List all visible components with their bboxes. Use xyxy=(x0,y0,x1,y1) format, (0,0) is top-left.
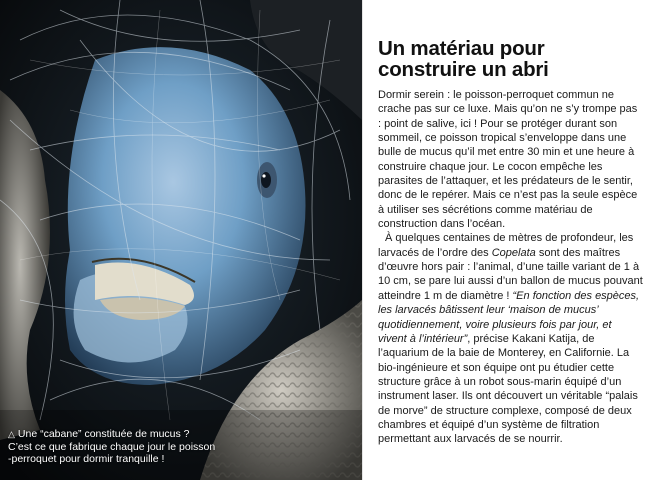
article xyxy=(378,38,643,447)
paragraph-1: Dormir serein : le poisson-perroquet commun ne crache pas sur ce luxe. Mais qu’on ne s’y trompe pas : point de salive, ici ! Pour se protéger durant son sommeil, ce poisson tropical s’enveloppe dans une bulle de mucus qu’il met entre 30 min et une heure à construire chaque jour. Le cocon empêche les parasites de l’attaquer, et les prédateurs de le sentir, donc de le repérer. Mais ce n’est pas la seule espèce à utiliser ses sécrétions comme matériau de construction dans l’océan. xyxy=(378,89,638,231)
caption-line-3: -perroquet pour dormir tranquille ! xyxy=(8,453,165,465)
triangle-outline-icon: △ xyxy=(8,429,15,439)
headline-line-2: construire un abri xyxy=(378,58,549,81)
caption-line-2: C’est ce que fabrique chaque jour le poisson xyxy=(8,440,216,453)
article-headline xyxy=(378,38,643,80)
paragraph-2: À quelques centaines de mètres de profondeur, les larvacés de l’ordre des Copelata sont des maîtres d’œuvre hors pair : l’animal, d’une taille variant de 1 à 10 cm, se pare lui aussi d’un ballon de mucus pouvant atteindre 1 m de diamètre ! “En fonction des espèces, les larvacés bâtissent leur ‘maison de mucus’ quotidiennement, voire plusieurs fois par jour, et vivent à l’intérieur”, précise Kakani Katija, de l’aquarium de la baie de Monterey, en Californie. La bio-ingénieure et son équipe ont pu étudier cette structure grâce à un robot sous-marin équipé d’un instrument laser. Ils ont découvert un véritable “palais de morve” de structure complexe, composé de deux chambres et équipé d’un système de filtration permettant aux larvacés de se nourrir. xyxy=(378,232,643,446)
headline-line-1: Un matériau pour xyxy=(378,37,545,60)
photo-caption xyxy=(8,428,298,466)
column-divider xyxy=(362,0,363,480)
article-body xyxy=(378,88,643,447)
caption-line-1: △ Une “cabane” constituée de mucus ? xyxy=(8,428,190,440)
